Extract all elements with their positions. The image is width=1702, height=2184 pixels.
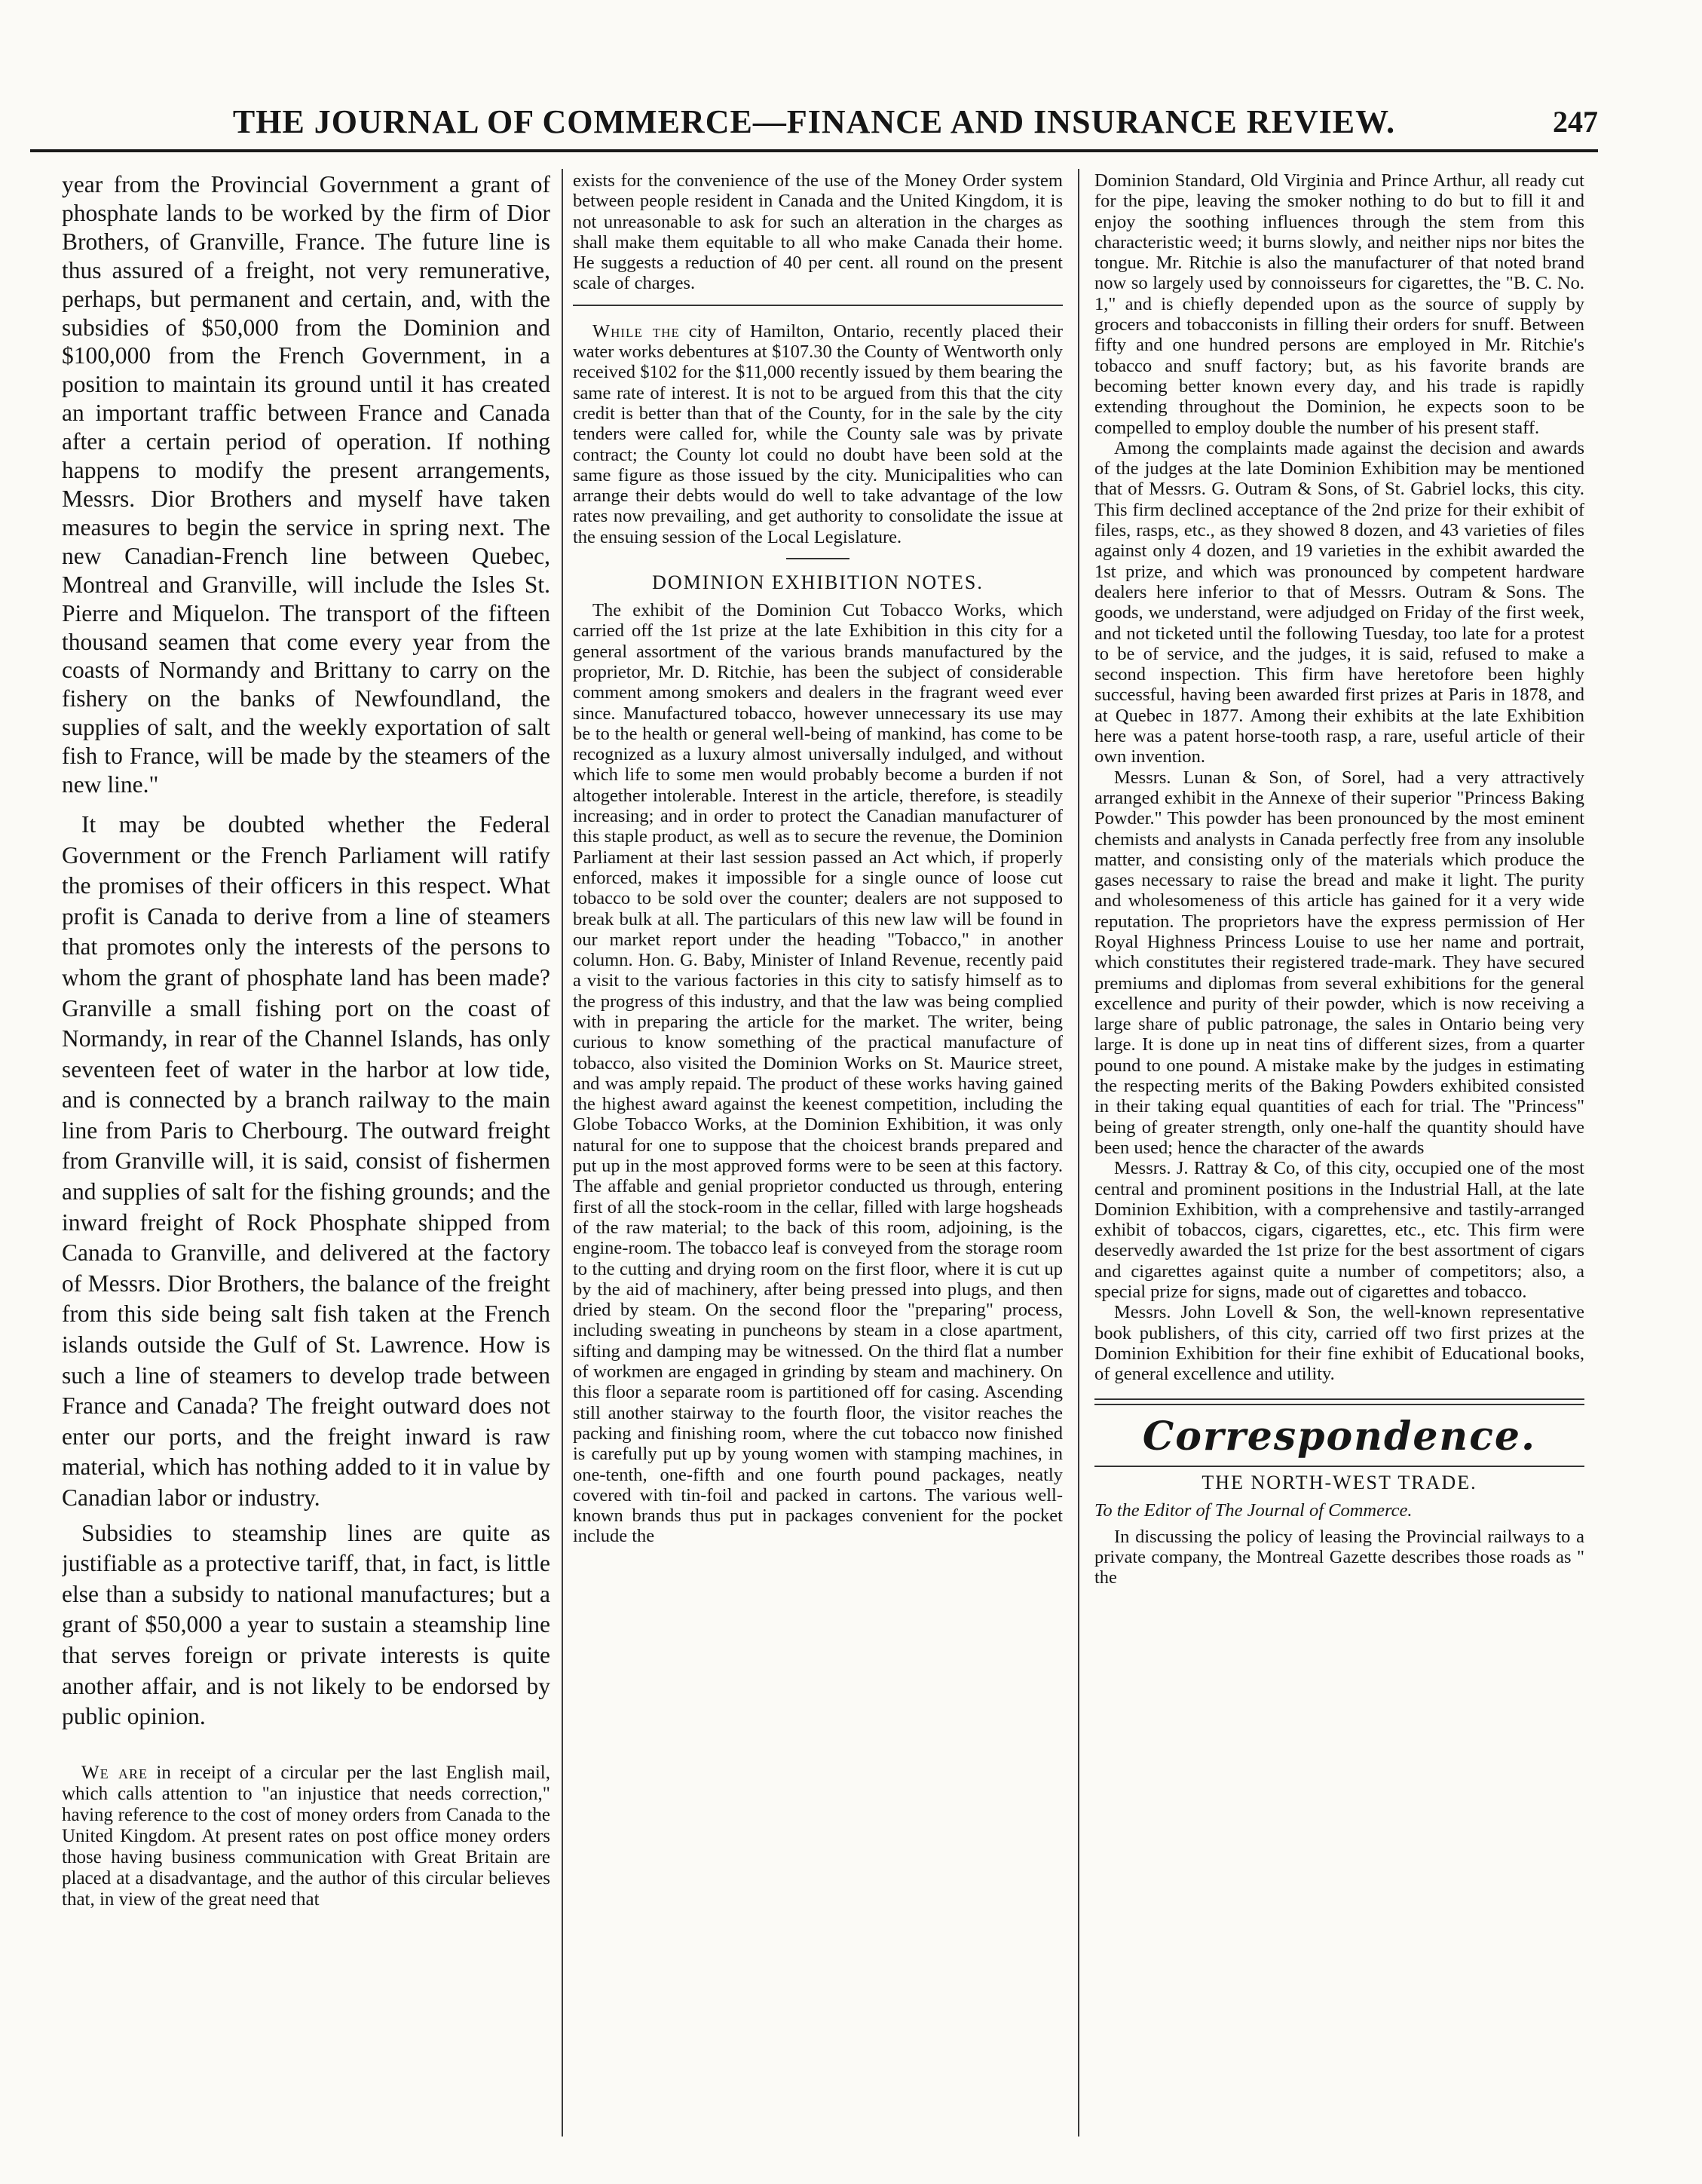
page-number: 247	[1553, 105, 1598, 139]
correspondence-heading: Correspondence.	[1142, 1413, 1537, 1460]
article-paragraph: Subsidies to steamship lines are quite as justifiable as a protective tariff, that, in fact, is little else than a subsidy to national manufactures; but a grant of $50,000 a year to sustain a steamship line that serves foreign or private interests is quite another affair, and is not likely to be endorsed by public opinion.	[62, 1519, 550, 1730]
lead-words: We are	[81, 1762, 148, 1783]
column-3	[1094, 170, 1584, 2138]
short-rule	[786, 558, 849, 559]
article-paragraph: Messrs. J. Rattray & Co, of this city, occupied one of the most central and prominent positions in the Industrial Hall, at the late Dominion Exhibition, with a comprehensive and tastily-arranged exhibit of tobaccos, cigars, cigarettes, etc., etc. This firm were deservedly awarded the 1st prize for the best assortment of cigars and cigarettes against quite a number of competitors; also, a special prize for signs, made out of cigarettes and tobacco.	[1094, 1158, 1584, 1303]
article-paragraph: The exhibit of the Dominion Cut Tobacco Works, which carried off the 1st prize at the late Exhibition in this city for a general assortment of the various brands manufactured by the proprietor, Mr. D. Ritchie, has been the subject of considerable comment among smokers and dealers in the fragrant weed ever since. Manufactured tobacco, however unnecessary its use may be to the health or general well-being of mankind, has come to be recognized as a luxury almost universally indulged, and without which life to some men would probably become a burden if not altogether intolerable. Interest in the article, therefore, is steadily increasing; and in order to protect the Canadian manufacturer of this staple product, as well as to secure the revenue, the Dominion Parliament at their last session passed an Act which, if properly enforced, makes it impossible for a single ounce of loose cut tobacco to be sold over the counter; dealers are not supposed to break bulk at all. The particulars of this new law will be found in our market report under the heading "Tobacco," in another column. Hon. G. Baby, Minister of Inland Revenue, recently paid a visit to the various factories in this city to satisfy himself as to the progress of this industry, and that the law was being complied with in preparing the article for the market. The writer, being curious to know something of the practical manufacture of tobacco, also visited the Dominion Works on St. Maurice street, and was amply repaid. The product of these works having gained the highest award against the keenest competition, including the Globe Tobacco Works, at the Dominion Exhibition, it was only natural for one to suppose that the choicest brands prepared and put up in the most approved forms were to be seen at this factory. The affable and genial proprietor conducted us through, entering first of all the stock-room in the cellar, filled with large hogsheads of the raw material; to the back of this room, adjoining, is the engine-room. The tobacco leaf is conveyed from the storage room to the cutting and drying room on the first floor, where it is cut up by the aid of machinery, after being pressed into plugs, and then dried by steam. On the second floor the "preparing" process, including sweating in puncheons by steam in a close apartment, sifting and damping may be witnessed. On the third flat a number of workmen are engaged in grinding by steam and machinery. On this floor a separate room is partitioned off for casing. Ascending still another stairway to the fourth floor, the visitor reaches the packing and finishing room, where the cut tobacco now finished is carefully put up by young women with stamping machines, in one-tenth, one-fifth and one fourth pound packages, neatly covered with tin-foil and packed in cartons. The various well-known brands thus put in packages convenient for the pocket include the	[573, 600, 1063, 1547]
article-paragraph: Messrs. John Lovell & Son, the well-known representative book publishers, of this city, carried off two first prizes at the Dominion Exhibition for their fine exhibit of Educational books, of general excellence and utility.	[1094, 1302, 1584, 1385]
section-rule	[1094, 1466, 1584, 1467]
lead-words: While the	[592, 320, 680, 342]
running-head: THE JOURNAL OF COMMERCE—FINANCE AND INSURANCE REVIEW.	[232, 103, 1396, 140]
column-divider	[1078, 169, 1079, 2137]
column-divider	[562, 169, 563, 2137]
article-paragraph: exists for the convenience of the use of the Money Order system between people resident in Canada and the United Kingdom, it is not unreasonable to ask for such an alteration in the charges as shall make them equitable to all who make Canada their home. He suggests a reduction of 40 per cent. all round on the present scale of charges.	[573, 170, 1063, 294]
section-heading: THE NORTH-WEST TRADE.	[1202, 1471, 1477, 1493]
article-paragraph	[62, 1763, 550, 1910]
article-text: city of Hamilton, Ontario, recently placed their water works debentures at $107.30 the County of Wentworth only received $102 for the $11,000 recently issued by them bearing the same rate of interest. It is not to be argued from this that the city credit is better than that of the County, for in the sale by the city tenders were called for, while the County sale was by private contract; the County lot could no doubt have been sold at the same figure as those issued by the city. Municipalities who can arrange their debts would do well to take advantage of the low rates now prevailing, and get authority to consolidate the issue at the ensuing session of the Local Legislature.	[573, 320, 1063, 547]
header-rule	[30, 149, 1598, 152]
article-paragraph: In discussing the policy of leasing the Provincial railways to a private company, the Montreal Gazette describes those roads as " the	[1094, 1526, 1584, 1588]
column-2	[573, 170, 1063, 2138]
article-text: in receipt of a circular per the last English mail, which calls attention to "an injustice that needs correction," having reference to the cost of money orders from Canada to the United Kingdom. At present rates on post office money orders those having business communication with Great Britain are placed at a disadvantage, and the author of this circular believes that, in view of the great need that	[62, 1762, 550, 1910]
article-paragraph: Among the complaints made against the decision and awards of the judges at the late Dominion Exhibition may be mentioned that of Messrs. G. Outram & Sons, of St. Gabriel locks, this city. This firm declined acceptance of the 2nd prize for their exhibit of files, rasps, etc., as they showed 8 dozen, and 43 varieties of files against only 4 dozen, and 19 varieties in the exhibit awarded the 1st prize, and which was pronounced by competent hardware dealers here inferior to that of Messrs. Outram & Sons. The goods, we understand, were adjudged on Friday of the first week, and not ticketed until the following Tuesday, too late for a protest to be of service, and the judges, it is said, refused to make a second inspection. This firm have heretofore been highly successful, having been awarded first prizes at Paris in 1878, and at Quebec in 1877. Among their exhibits at the late Exhibition here was a patent horse-tooth rasp, a rare, useful article of their own invention.	[1094, 437, 1584, 767]
letter-address: To the Editor of The Journal of Commerce.	[1094, 1499, 1413, 1521]
article-paragraph: Dominion Standard, Old Virginia and Prince Arthur, all ready cut for the pipe, leaving the smoker nothing to do but to fill it and enjoy the soothing influences through the stem from this characteristic weed; it burns slowly, and neither nips nor bites the tongue. Mr. Ritchie is also the manufacturer of that noted brand now so largely used by connoisseurs for cigarettes, the "B. C. No. 1," and is chiefly depended upon as the source of supply by grocers and tobacconists in filling their orders for snuff. Between fifty and one hundred persons are employed in Mr. Ritchie's tobacco and snuff factory; but, as his favorite brands are becoming better known every day, and his trade is rapidly extending throughout the Dominion, he expects soon to be compelled to employ double the number of his present staff.	[1094, 170, 1584, 438]
article-paragraph	[573, 321, 1063, 547]
article-paragraph: It may be doubted whether the Federal Government or the French Parliament will ratify the promises of their officers in this respect. What profit is Canada to derive from a line of steamers that promotes only the interests of the persons to whom the grant of phosphate land has been made? Granville a small fishing port on the coast of Normandy, in rear of the Channel Islands, has only seventeen feet of water in the harbor at low tide, and is connected by a branch railway to the main line from Paris to Cherbourg. The outward freight from Granville will, it is said, consist of fishermen and supplies of salt for the fishing grounds; and the inward freight of Rock Phosphate shipped from Canada to Granville, and delivered at the factory of Messrs. Dior Brothers, the balance of the freight from this side being salt fish taken at the French islands outside the Gulf of St. Lawrence. How is such a line of steamers to develop trade between France and Canada? The freight outward does not enter our ports, and the freight inward is raw material, which has nothing added to it in value by Canadian labor or industry.	[62, 810, 550, 1511]
page-header	[30, 101, 1598, 146]
section-rule	[573, 305, 1063, 306]
article-paragraph: Messrs. Lunan & Son, of Sorel, had a very attractively arranged exhibit in the Annexe of their superior "Princess Baking Powder." This powder has been pronounced by the most eminent chemists and analysts in Canada perfectly free from any insoluble matter, and consisting only of the materials which produce the gases necessary to raise the bread and make it light. The purity and wholesomeness of this article has gained for it a very wide reputation. The proprietors have the express permission of Her Royal Highness Princess Louise to use her name and portrait, which constitutes their registered trade-mark. They have secured premiums and diplomas from several exhibitions for the general excellence and purity of their powder, which is now receiving a large share of public patronage, the sales in Ontario being very large. It is done up in neat tins of different sizes, from a quarter pound to one pound. A mistake make by the judges in estimating the respecting merits of the Baking Powders exhibited consisted in their taking equal quantities of each for trial. The "Princess" being of greater strength, only one-half the quantity should have been used; hence the character of the awards	[1094, 767, 1584, 1158]
quote-continuation: year from the Provincial Government a grant of phosphate lands to be worked by the firm of Dior Brothers, of Granville, France. The future line is thus assured of a freight, not very remunerative, perhaps, but permanent and certain, and, with the subsidies of $50,000 from the Dominion and $100,000 from the French Government, in a position to maintain its ground until it has created an important traffic between France and Canada after a certain period of operation. If nothing happens to modify the present arrangements, Messrs. Dior Brothers and myself have taken measures to begin the service in spring next. The new Canadian-French line between Quebec, Montreal and Granville, will include the Isles St. Pierre and Miquelon. The transport of the fifteen thousand seamen that come every year from the coasts of Normandy and Brittany to carry on the fishery on the banks of Newfoundland, the supplies of salt, and the weekly exportation of salt fish to France, will be made by the steamers of the new line."	[62, 171, 550, 798]
section-heading: DOMINION EXHIBITION NOTES.	[652, 571, 984, 594]
column-1	[62, 170, 550, 2138]
section-rule	[1094, 1398, 1584, 1405]
